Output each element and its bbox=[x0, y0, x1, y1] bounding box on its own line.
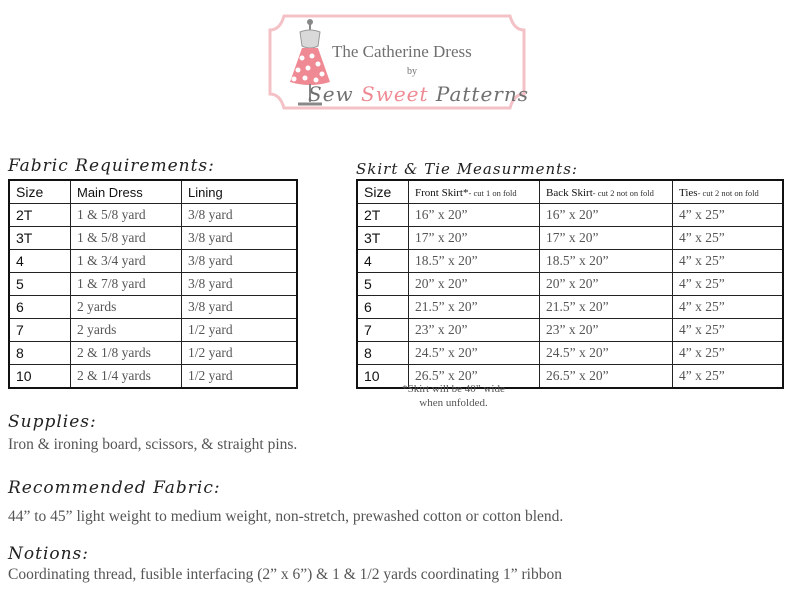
skirt-row bbox=[357, 342, 783, 365]
supplies-text: Iron & ironing board, scissors, & straight pins. bbox=[8, 436, 298, 453]
skirt-row bbox=[357, 204, 783, 227]
skirt-value-cell: 4” x 25” bbox=[673, 250, 784, 273]
skirt-header-front bbox=[409, 180, 540, 204]
skirt-value-cell: 24.5” x 20” bbox=[409, 342, 540, 365]
skirt-value-cell: 17” x 20” bbox=[409, 227, 540, 250]
skirt-value-cell: 16” x 20” bbox=[540, 204, 673, 227]
fabric-row bbox=[9, 365, 297, 389]
notions-heading: Notions: bbox=[8, 544, 90, 564]
fabric-value-cell: 3/8 yard bbox=[182, 227, 298, 250]
skirt-value-cell: 4” x 25” bbox=[673, 227, 784, 250]
skirt-value-cell: 4” x 25” bbox=[673, 365, 784, 389]
skirt-value-cell: 21.5” x 20” bbox=[409, 296, 540, 319]
skirt-value-cell: 23” x 20” bbox=[409, 319, 540, 342]
recommended-heading: Recommended Fabric: bbox=[8, 478, 221, 498]
fabric-value-cell: 2 & 1/8 yards bbox=[71, 342, 182, 365]
fabric-value-cell: 3/8 yard bbox=[182, 273, 298, 296]
skirt-row bbox=[357, 273, 783, 296]
fabric-size-cell: 7 bbox=[9, 319, 71, 342]
fabric-value-cell: 3/8 yard bbox=[182, 250, 298, 273]
fabric-value-cell: 2 yards bbox=[71, 296, 182, 319]
skirt-note-line2: when unfolded. bbox=[419, 397, 488, 409]
skirt-value-cell: 21.5” x 20” bbox=[540, 296, 673, 319]
skirt-value-cell: 26.5” x 20” bbox=[540, 365, 673, 389]
skirt-row bbox=[357, 227, 783, 250]
skirt-value-cell: 16” x 20” bbox=[409, 204, 540, 227]
skirt-header-front-sub: - cut 1 on fold bbox=[468, 188, 517, 198]
skirt-value-cell: 24.5” x 20” bbox=[540, 342, 673, 365]
skirt-value-cell: 18.5” x 20” bbox=[409, 250, 540, 273]
skirt-header-back-label: Back Skirt bbox=[546, 187, 593, 199]
fabric-value-cell: 1 & 5/8 yard bbox=[71, 227, 182, 250]
skirt-value-cell: 23” x 20” bbox=[540, 319, 673, 342]
skirt-value-cell: 17” x 20” bbox=[540, 227, 673, 250]
fabric-value-cell: 1 & 3/4 yard bbox=[71, 250, 182, 273]
fabric-heading: Fabric Requirements: bbox=[8, 156, 215, 176]
skirt-value-cell: 4” x 25” bbox=[673, 296, 784, 319]
fabric-row bbox=[9, 319, 297, 342]
logo-brand-part3: Patterns bbox=[435, 82, 530, 106]
fabric-size-cell: 3T bbox=[9, 227, 71, 250]
fabric-size-cell: 8 bbox=[9, 342, 71, 365]
fabric-table bbox=[8, 179, 298, 389]
logo-brand bbox=[308, 82, 529, 106]
skirt-size-cell: 3T bbox=[357, 227, 409, 250]
logo-brand-part2: Sweet bbox=[361, 82, 429, 106]
skirt-table bbox=[356, 179, 784, 389]
fabric-value-cell: 3/8 yard bbox=[182, 296, 298, 319]
fabric-header-lining: Lining bbox=[182, 180, 298, 204]
fabric-header-size: Size bbox=[9, 180, 71, 204]
skirt-row bbox=[357, 296, 783, 319]
logo bbox=[262, 8, 532, 116]
skirt-header-ties bbox=[673, 180, 784, 204]
skirt-header-back bbox=[540, 180, 673, 204]
recommended-text: 44” to 45” light weight to medium weight, non-stretch, prewashed cotton or cotton blend. bbox=[8, 508, 564, 525]
skirt-header-size bbox=[357, 180, 409, 204]
skirt-size-cell: 7 bbox=[357, 319, 409, 342]
skirt-value-cell: 4” x 25” bbox=[673, 273, 784, 296]
fabric-value-cell: 1/2 yard bbox=[182, 342, 298, 365]
skirt-size-cell: 10 bbox=[357, 365, 409, 389]
skirt-note-line1: *Skirt will be 40” wide bbox=[402, 383, 505, 395]
fabric-value-cell: 1 & 5/8 yard bbox=[71, 204, 182, 227]
fabric-row bbox=[9, 204, 297, 227]
fabric-value-cell: 2 yards bbox=[71, 319, 182, 342]
fabric-value-cell: 2 & 1/4 yards bbox=[71, 365, 182, 389]
skirt-header-front-label: Front Skirt* bbox=[415, 187, 469, 199]
skirt-header-ties-sub: - cut 2 not on fold bbox=[697, 188, 759, 198]
fabric-row bbox=[9, 250, 297, 273]
fabric-value-cell: 3/8 yard bbox=[182, 204, 298, 227]
fabric-value-cell: 1/2 yard bbox=[182, 365, 298, 389]
skirt-note bbox=[381, 382, 526, 410]
fabric-size-cell: 5 bbox=[9, 273, 71, 296]
fabric-value-cell: 1/2 yard bbox=[182, 319, 298, 342]
fabric-row bbox=[9, 296, 297, 319]
logo-by: by bbox=[407, 66, 417, 77]
skirt-size-cell: 8 bbox=[357, 342, 409, 365]
fabric-value-cell: 1 & 7/8 yard bbox=[71, 273, 182, 296]
skirt-size-cell: 5 bbox=[357, 273, 409, 296]
skirt-row bbox=[357, 319, 783, 342]
skirt-value-cell: 4” x 25” bbox=[673, 342, 784, 365]
notions-text: Coordinating thread, fusible interfacing (2” x 6”) & 1 & 1/2 yards coordinating 1” ribbon bbox=[8, 566, 562, 583]
skirt-value-cell: 20” x 20” bbox=[409, 273, 540, 296]
skirt-value-cell: 4” x 25” bbox=[673, 319, 784, 342]
skirt-size-cell: 4 bbox=[357, 250, 409, 273]
skirt-value-cell: 18.5” x 20” bbox=[540, 250, 673, 273]
supplies-heading: Supplies: bbox=[8, 412, 97, 432]
fabric-size-cell: 10 bbox=[9, 365, 71, 389]
skirt-value-cell: 20” x 20” bbox=[540, 273, 673, 296]
fabric-row bbox=[9, 342, 297, 365]
skirt-header-back-sub: - cut 2 not on fold bbox=[592, 188, 654, 198]
fabric-size-cell: 2T bbox=[9, 204, 71, 227]
fabric-header-main: Main Dress bbox=[71, 180, 182, 204]
logo-title: The Catherine Dress bbox=[332, 42, 472, 61]
skirt-header-ties-label: Ties bbox=[679, 187, 698, 199]
skirt-heading: Skirt & Tie Measurments: bbox=[356, 160, 578, 178]
skirt-size-cell: 6 bbox=[357, 296, 409, 319]
skirt-value-cell: 26.5” x 20” bbox=[409, 365, 540, 389]
skirt-header-size-label: Size bbox=[364, 184, 392, 200]
skirt-row bbox=[357, 250, 783, 273]
fabric-row bbox=[9, 273, 297, 296]
fabric-row bbox=[9, 227, 297, 250]
fabric-size-cell: 4 bbox=[9, 250, 71, 273]
fabric-size-cell: 6 bbox=[9, 296, 71, 319]
skirt-size-cell: 2T bbox=[357, 204, 409, 227]
skirt-value-cell: 4” x 25” bbox=[673, 204, 784, 227]
logo-brand-part1: Sew bbox=[308, 82, 354, 106]
